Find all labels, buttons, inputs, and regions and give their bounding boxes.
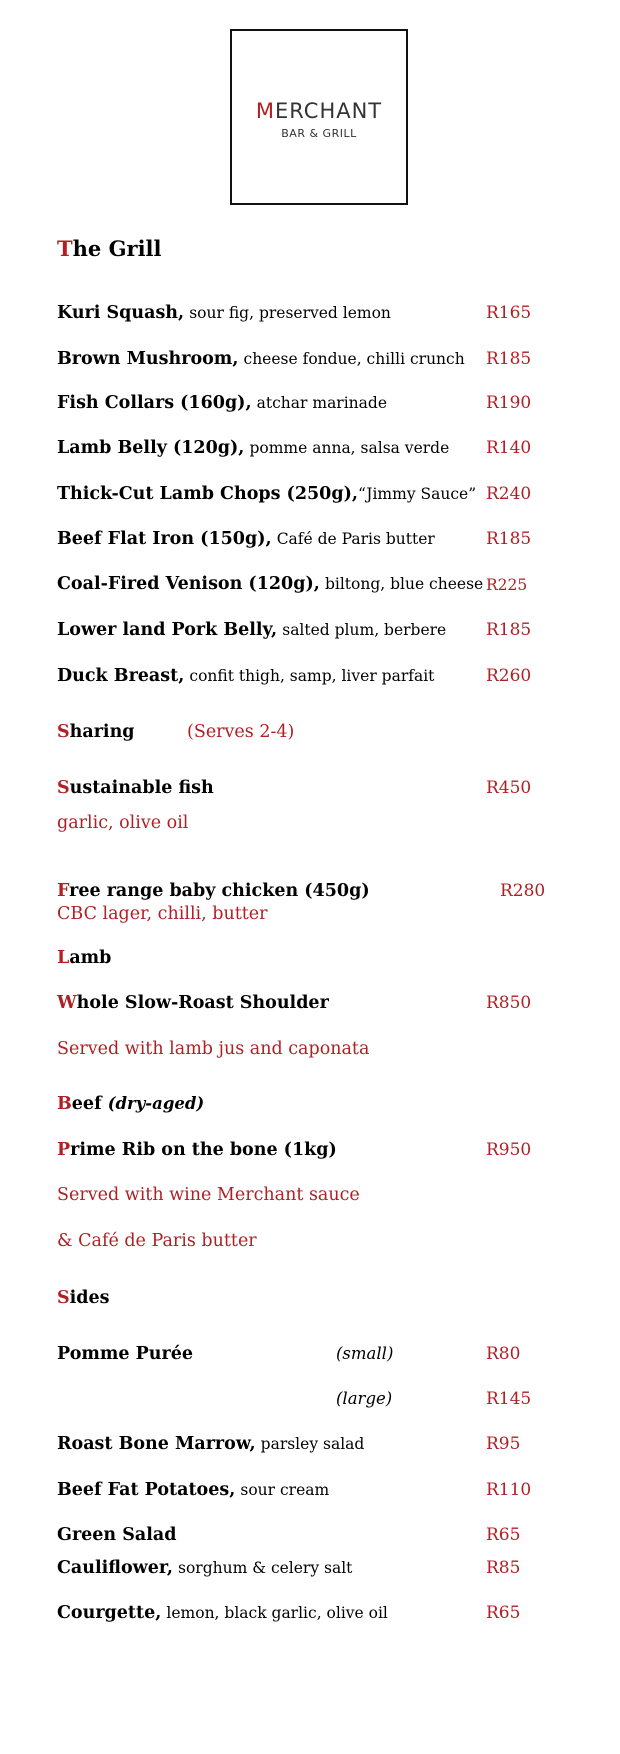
item-price: R280 xyxy=(500,881,546,901)
item-description: biltong, blue cheese xyxy=(324,575,484,593)
item-description: sour cream xyxy=(240,1481,330,1499)
heading-initial: L xyxy=(57,948,70,968)
item-description: “Jimmy Sauce” xyxy=(357,485,477,503)
item-name: Beef Fat Potatoes, xyxy=(57,1480,236,1500)
logo-subtitle: BAR & GRILL xyxy=(281,127,357,140)
item-description: confit thigh, samp, liver parfait xyxy=(189,667,435,685)
item-name-rest: ree range baby chicken (450g) xyxy=(69,881,370,901)
section-heading-lamb xyxy=(57,948,111,968)
heading-rest: haring xyxy=(69,722,135,742)
item-price: R110 xyxy=(486,1480,532,1500)
item-initial: P xyxy=(57,1140,71,1160)
item-initial: W xyxy=(57,993,77,1013)
item-price: R65 xyxy=(486,1525,521,1545)
item-price: R80 xyxy=(486,1344,521,1364)
item-price: R95 xyxy=(486,1434,521,1454)
portion-size: (small) xyxy=(336,1344,394,1363)
item-description: Café de Paris butter xyxy=(276,530,435,548)
section-heading-grill xyxy=(57,236,162,261)
menu-item xyxy=(57,438,449,458)
menu-item xyxy=(57,484,476,504)
item-name-rest: hole Slow-Roast Shoulder xyxy=(76,993,329,1013)
heading-rest: he Grill xyxy=(72,236,162,261)
item-price: R140 xyxy=(486,438,532,458)
item-name: Brown Mushroom, xyxy=(57,349,239,369)
menu-item xyxy=(57,303,391,323)
item-name-chicken xyxy=(57,881,370,901)
item-description: sour fig, preserved lemon xyxy=(189,304,391,322)
item-price: R225 xyxy=(486,576,528,594)
item-description: pomme anna, salsa verde xyxy=(249,439,450,457)
item-name-lamb-shoulder xyxy=(57,993,329,1013)
item-description: lemon, black garlic, olive oil xyxy=(166,1604,388,1622)
item-name: Beef Flat Iron (150g), xyxy=(57,529,272,549)
item-price: R240 xyxy=(486,484,532,504)
heading-rest: amb xyxy=(69,948,112,968)
section-heading-sides xyxy=(57,1288,110,1308)
logo-name-rest: ERCHANT xyxy=(274,99,383,123)
item-name-prime-rib xyxy=(57,1140,337,1160)
heading-initial: S xyxy=(57,722,70,742)
item-price: R165 xyxy=(486,303,532,323)
item-price: R450 xyxy=(486,778,532,798)
menu-item xyxy=(57,349,465,369)
item-name: Duck Breast, xyxy=(57,666,185,686)
heading-initial: B xyxy=(57,1094,72,1114)
logo-initial: M xyxy=(255,99,275,123)
item-description: & Café de Paris butter xyxy=(57,1231,257,1251)
item-name: Pomme Purée xyxy=(57,1344,193,1364)
heading-rest: eef xyxy=(71,1094,102,1114)
menu-item xyxy=(57,393,387,413)
menu-item xyxy=(57,666,434,686)
item-price: R185 xyxy=(486,620,532,640)
heading-note: (dry-aged) xyxy=(107,1094,205,1113)
item-description: parsley salad xyxy=(260,1435,365,1453)
menu-item xyxy=(57,529,435,549)
item-price: R850 xyxy=(486,993,532,1013)
item-description: salted plum, berbere xyxy=(282,621,447,639)
menu-item xyxy=(57,574,483,594)
item-initial: F xyxy=(57,881,70,901)
item-name-fish xyxy=(57,778,214,798)
menu-item xyxy=(57,1480,329,1500)
item-description: atchar marinade xyxy=(256,394,387,412)
item-price: R185 xyxy=(486,349,532,369)
item-name: Green Salad xyxy=(57,1525,177,1545)
item-name: Lower land Pork Belly, xyxy=(57,620,278,640)
heading-initial: T xyxy=(57,236,73,261)
serves-note: (Serves 2-4) xyxy=(187,722,295,742)
item-name: Roast Bone Marrow, xyxy=(57,1434,256,1454)
menu-item xyxy=(57,1603,388,1623)
section-heading-sharing xyxy=(57,722,135,742)
item-initial: S xyxy=(57,778,70,798)
item-price: R950 xyxy=(486,1140,532,1160)
item-price: R65 xyxy=(486,1603,521,1623)
logo-wordmark xyxy=(232,99,406,123)
heading-rest: ides xyxy=(69,1288,110,1308)
item-name: Cauliflower, xyxy=(57,1558,173,1578)
item-name: Coal-Fired Venison (120g), xyxy=(57,574,320,594)
item-name: Kuri Squash, xyxy=(57,303,185,323)
item-description: sorghum & celery salt xyxy=(178,1559,353,1577)
item-price: R185 xyxy=(486,529,532,549)
item-description: cheese fondue, chilli crunch xyxy=(243,350,465,368)
item-price: R85 xyxy=(486,1558,521,1578)
item-name: Fish Collars (160g), xyxy=(57,393,252,413)
item-price: R190 xyxy=(486,393,532,413)
heading-initial: S xyxy=(57,1288,70,1308)
item-description: garlic, olive oil xyxy=(57,813,189,833)
section-heading-beef xyxy=(57,1094,204,1114)
logo xyxy=(230,29,408,205)
item-description: Served with wine Merchant sauce xyxy=(57,1185,360,1205)
menu-item xyxy=(57,1558,352,1578)
item-name: Courgette, xyxy=(57,1603,162,1623)
item-description: Served with lamb jus and caponata xyxy=(57,1039,370,1059)
item-name: Lamb Belly (120g), xyxy=(57,438,245,458)
item-price: R145 xyxy=(486,1389,532,1409)
item-price: R260 xyxy=(486,666,532,686)
menu-item xyxy=(57,620,446,640)
item-name-rest: rime Rib on the bone (1kg) xyxy=(70,1140,337,1160)
menu-item xyxy=(57,1434,364,1454)
item-name: Thick-Cut Lamb Chops (250g), xyxy=(57,484,358,504)
portion-size: (large) xyxy=(336,1389,393,1408)
item-name-rest: ustainable fish xyxy=(69,778,214,798)
item-description: CBC lager, chilli, butter xyxy=(57,904,268,924)
